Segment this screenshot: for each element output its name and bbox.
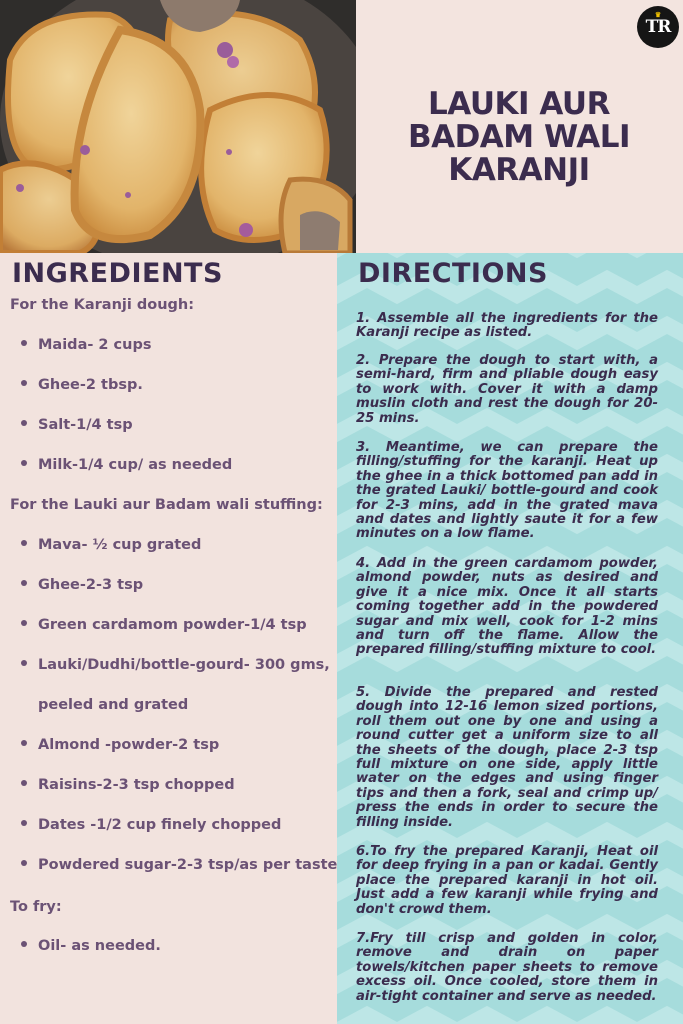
list-item: Oil- as needed. xyxy=(21,938,161,954)
list-item: Raisins-2-3 tsp chopped xyxy=(21,777,235,793)
list-item: Ghee-2 tbsp. xyxy=(21,377,143,393)
direction-step: 1. Assemble all the ingredients for the Karanji recipe as listed. xyxy=(356,311,658,341)
list-item: Maida- 2 cups xyxy=(21,337,151,353)
direction-step: 3. Meantime, we can prepare the filling/stuffing for the karanji. Heat up the ghee in a thick bottomed pan add in the grated Lauki/ bottle-gourd and cook for 2-3 mins, add in the grated mava and dates and lightly saute it for a few minutes on a low flame. xyxy=(356,440,658,542)
list-item: Powdered sugar-2-3 tsp/as per taste xyxy=(21,857,337,873)
bullet xyxy=(21,460,27,466)
stuffing-label: For the Lauki aur Badam wali stuffing: xyxy=(10,497,323,513)
fry-label: To fry: xyxy=(10,899,62,915)
direction-step: 5. Divide the prepared and rested dough into 12-16 lemon sized portions, roll them out one by one and using a round cutter get a uniform size to all the sheets of the dough, place 2-3 tsp full mixture on one side, apply little water on the edges and using finger tips and then a fork, seal and crimp up/ press the ends in order to secure the filling inside. xyxy=(356,685,658,830)
direction-step: 6.To fry the prepared Karanji, Heat oil for deep frying in a pan or kadai. Gently place the prepared karanji in hot oil. Just add a few karanji while frying and don't crowd them. xyxy=(356,844,658,917)
brand-logo xyxy=(637,6,679,48)
bullet xyxy=(21,860,27,866)
karanji-illustration xyxy=(0,0,356,253)
direction-step: 7.Fry till crisp and golden in color, remove and drain on paper towels/kitchen paper sheets to remove excess oil. Once cooled, store them in air-tight container and serve as needed. xyxy=(356,931,658,1004)
directions-heading: DIRECTIONS xyxy=(358,258,548,289)
list-item: Green cardamom powder-1/4 tsp xyxy=(21,617,307,633)
bullet xyxy=(21,540,27,546)
list-item: Dates -1/2 cup finely chopped xyxy=(21,817,281,833)
dough-label: For the Karanji dough: xyxy=(10,297,195,313)
bullet xyxy=(21,740,27,746)
bullet xyxy=(21,780,27,786)
ingredients-heading: INGREDIENTS xyxy=(12,258,223,289)
list-item: Ghee-2-3 tsp xyxy=(21,577,143,593)
bullet xyxy=(21,820,27,826)
crown-icon: ♛ xyxy=(654,10,662,19)
logo-text: TR xyxy=(645,17,671,37)
list-item: Salt-1/4 tsp xyxy=(21,417,133,433)
bullet xyxy=(21,580,27,586)
direction-step: 2. Prepare the dough to start with, a semi-hard, firm and pliable dough easy to work with. Cover it with a damp muslin cloth and rest the dough for 20-25 mins. xyxy=(356,353,658,426)
list-item: Lauki/Dudhi/bottle-gourd- 300 gms, xyxy=(21,657,330,673)
karanji-photo xyxy=(0,0,356,253)
bullet xyxy=(21,420,27,426)
list-item: Almond -powder-2 tsp xyxy=(21,737,219,753)
bullet xyxy=(21,620,27,626)
bullet xyxy=(21,941,27,947)
chevron-stripe xyxy=(337,1015,683,1024)
list-item: Milk-1/4 cup/ as needed xyxy=(21,457,232,473)
bullet xyxy=(21,660,27,666)
list-item-continued: peeled and grated xyxy=(38,697,189,713)
direction-step: 4. Add in the green cardamom powder, almond powder, nuts as desired and give it a nice mix. Once it all starts coming together add in the powdered sugar and mix well, cook for 1-2 mins and turn off the flame. Allow the prepared filling/stuffing mixture to cool. xyxy=(356,556,658,658)
recipe-title: LAUKI AUR BADAM WALI KARANJI xyxy=(407,86,631,188)
bullet xyxy=(21,340,27,346)
list-item: Mava- ½ cup grated xyxy=(21,537,201,553)
bullet xyxy=(21,380,27,386)
